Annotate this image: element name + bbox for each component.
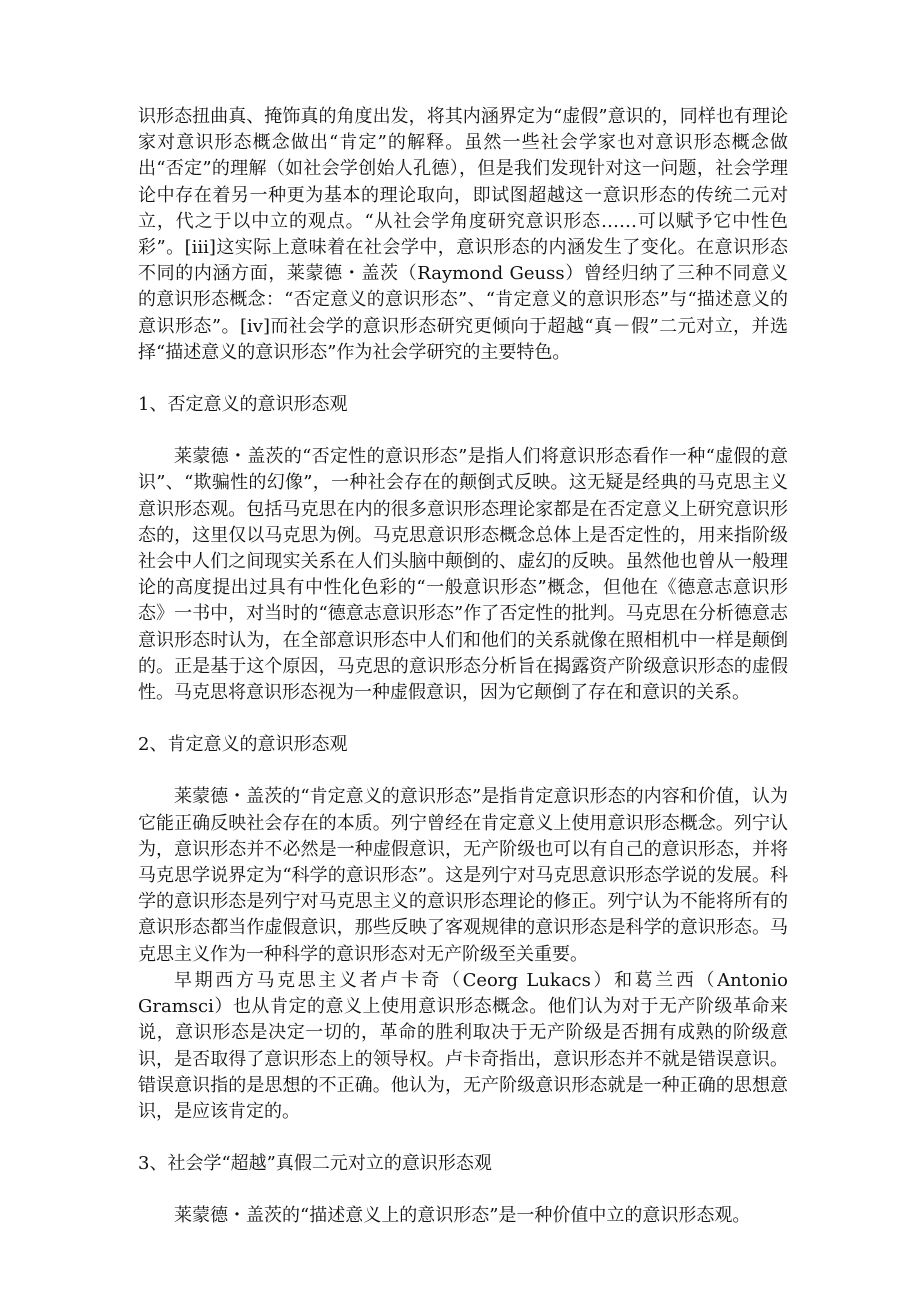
intro-paragraph: 识形态扭曲真、掩饰真的角度出发，将其内涵界定为“虚假”意识的，同样也有理论家对意识形态概念做出“肯定”的解释。虽然一些社会学家也对意识形态概念做出“否定”的理解（如社会学创始人孔德），但是我们发现针对这一问题，社会学理论中存在着另一种更为基本的理论取向，即试图超越这一意识形态的传统二元对立，代之于以中立的观点。“从社会学角度研究意识形态……可以赋予它中性色彩”。[iii]这实际上意味着在社会学中，意识形态的内涵发生了变化。在意识形态不同的内涵方面，莱蒙德・盖茨（Raymond Geuss）曾经归纳了三种不同意义的意识形态概念：“否定意义的意识形态”、“肯定意义的意识形态”与“描述意义的意识形态”。[iv]而社会学的意识形态研究更倾向于超越“真－假”二元对立，并选择“描述意义的意识形态”作为社会学研究的主要特色。 (138, 106, 788, 363)
section-heading-3: 3、社会学“超越”真假二元对立的意识形态观 (138, 1153, 492, 1175)
paragraph-gap (138, 1177, 788, 1203)
section-2-paragraph-1: 莱蒙德・盖茨的“肯定意义的意识形态”是指肯定意识形态的内容和价值，认为它能正确反映社会存在的本质。列宁曾经在肯定意义上使用意识形态概念。列宁认为，意识形态并不必然是一种虚假意识，无产阶级也可以有自己的意识形态，并将马克思学说界定为“科学的意识形态”。这是列宁对马克思意识形态学说的发展。科学的意识形态是列宁对马克思主义的意识形态理论的修正。列宁认为不能将所有的意识形态都当作虚假意识，那些反映了客观规律的意识形态是科学的意识形态。马克思主义作为一种科学的意识形态对无产阶级至关重要。 (138, 786, 788, 965)
section-3-paragraph: 莱蒙德・盖茨的“描述意义上的意识形态”是一种价值中立的意识形态观。 (174, 1205, 751, 1227)
section-heading-1: 1、否定意义的意识形态观 (138, 394, 348, 416)
section-1-paragraph: 莱蒙德・盖茨的“否定性的意识形态”是指人们将意识形态看作一种“虚假的意识”、“欺骗性的幻像”，一种社会存在的颠倒式反映。这无疑是经典的马克思主义意识形态观。包括马克思在内的很多意识形态理论家都是在否定意义上研究意识形态的，这里仅以马克思为例。马克思意识形态概念总体上是否定性的，用来指阶级社会中人们之间现实关系在人们头脑中颠倒的、虚幻的反映。虽然他也曾从一般理论的高度提出过具有中性化色彩的“一般意识形态”概念，但他在《德意志意识形态》一书中，对当时的“德意志意识形态”作了否定性的批判。马克思在分析德意志意识形态时认为，在全部意识形态中人们和他们的关系就像在照相机中一样是颠倒的。正是基于这个原因，马克思的意识形态分析旨在揭露资产阶级意识形态的虚假性。马克思将意识形态视为一种虚假意识，因为它颠倒了存在和意识的关系。 (138, 446, 788, 704)
section-heading-2: 2、肯定意义的意识形态观 (138, 734, 348, 756)
paragraph-gap (138, 758, 788, 784)
paragraph-gap (138, 1125, 788, 1151)
paragraph-gap (138, 366, 788, 392)
paragraph-gap (138, 706, 788, 732)
section-2-paragraph-2: 早期西方马克思主义者卢卡奇（Ceorg Lukacs）和葛兰西（Antonio Gramsci）也从肯定的意义上使用意识形态概念。他们认为对于无产阶级革命来说，意识形态是决定一切的，革命的胜利取决于无产阶级是否拥有成熟的阶级意识，是否取得了意识形态上的领导权。卢卡奇指出，意识形态并不就是错误意识。错误意识指的是思想的不正确。他认为，无产阶级意识形态就是一种正确的思想意识，是应该肯定的。 (138, 969, 788, 1122)
document-page (138, 104, 788, 1230)
paragraph-gap (138, 418, 788, 444)
